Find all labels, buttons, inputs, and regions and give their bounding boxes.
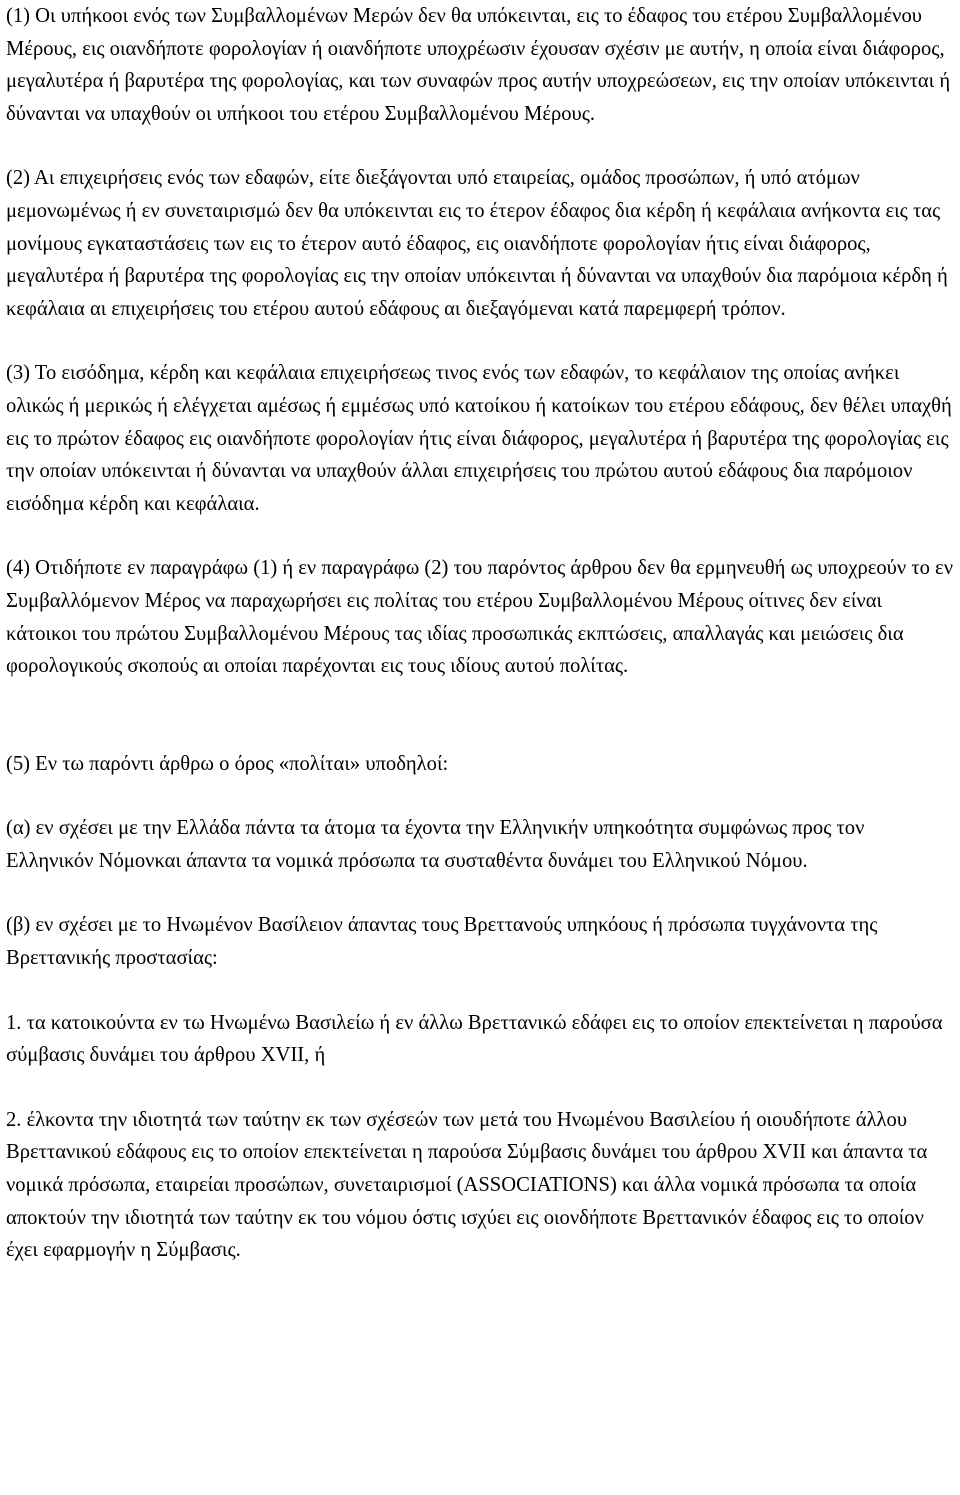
paragraph-1: (1) Οι υπήκοοι ενός των Συμβαλλομένων Μερών δεν θα υπόκεινται, εις το έδαφος του ετέρου Συμβαλλομένου Μέρους, εις οιανδήποτε φορολογίαν ή οιανδήποτε υποχρέωσιν έχουσαν σχέσιν με αυτήν, η οποία είναι διάφορος, μεγαλυτέρα ή βαρυτέρα της φορολογίας, και των συναφών προς αυτήν υποχρεώσεων, εις την οποίαν υπόκεινται ή δύνανται να υπαχθούν οι υπήκοοι του ετέρου Συμβαλλομένου Μέρους. [6, 5, 951, 125]
paragraph-5: (5) Εν τω παρόντι άρθρω ο όρος «πολίται» υποδηλοί: [6, 752, 449, 775]
list-item-1: 1. τα κατοικούντα εν τω Ηνωμένω Βασιλείω ή εν άλλω Βρεττανικώ εδάφει εις το οποίον επεκτείνεται η παρούσα σύμβασις δυνάμει του άρθρου XVII, ή [6, 1011, 943, 1067]
list-item-2: 2. έλκοντα την ιδιοτητά των ταύτην εκ των σχέσεών των μετά του Ηνωμένου Βασιλείου ή οιουδήποτε άλλου Βρεττανικού εδάφους εις το οποίον επεκτείνεται η παρούσα Σύμβασις δυνάμει του άρθρου XVII και άπαντα τα νομικά πρόσωπα, εταιρείαι προσώπων, συνεταιρισμοί (ASSOCIATIONS) και άλλα νομικά πρόσωπα τα οποία αποκτούν την ιδιοτητά των ταύτην εκ του νόμου όστις ισχύει εις οιονδήποτε Βρεττανικόν έδαφος εις το οποίον έχει εφαρμογήν η Σύμβασις. [6, 1108, 928, 1262]
paragraph-2: (2) Αι επιχειρήσεις ενός των εδαφών, είτε διεξάγονται υπό εταιρείας, ομάδος προσώπων, ή υπό ατόμων μεμονωμένως ή εν συνεταιρισμώ δεν θα υπόκεινται εις το έτερον έδαφος δια κέρδη ή κεφάλαια ανήκοντα εις τας μονίμους εγκαταστάσεις των εις το έτερον αυτό έδαφος, εις οιανδήποτε φορολογίαν ήτις είναι διάφορος, μεγαλυτέρα ή βαρυτέρα της φορολογίας εις την οποίαν υπόκεινται ή δύνανται να υπαχθούν δια παρόμοια κέρδη ή κεφάλαια αι επιχειρήσεις του ετέρου αυτού εδάφους αι διεξαγόμεναι κατά παρεμφερή τρόπον. [6, 167, 948, 320]
paragraph-4: (4) Οτιδήποτε εν παραγράφω (1) ή εν παραγράφω (2) του παρόντος άρθρου δεν θα ερμηνευθή ως υποχρεούν το εν Συμβαλλόμενον Μέρος να παραχωρήσει εις πολίτας του ετέρου Συμβαλλομένου Μέρους οίτινες δεν είναι κάτοικοι του πρώτου Συμβαλλομένου Μέρους τας ιδίας προσωπικάς εκπτώσεις, απαλλαγάς και μειώσεις δια φορολογικούς σκοπούς αι οποίαι παρέχονται εις τους ιδίους αυτού πολίτας. [6, 557, 954, 678]
paragraph-5b: (β) εν σχέσει με το Ηνωμένον Βασίλειον άπαντας τους Βρεττανούς υπηκόους ή πρόσωπα τυγχάνοντα της Βρεττανικής προστασίας: [6, 914, 878, 970]
paragraph-5a: (α) εν σχέσει με την Ελλάδα πάντα τα άτομα τα έχοντα την Ελληνικήν υπηκοότητα συμφώνως προς τον Ελληνικόν Νόμονκαι άπαντα τα νομικά πρόσωπα τα συσταθέντα δυνάμει του Ελληνικού Νόμου. [6, 817, 865, 872]
document-page [6, 0, 956, 1267]
paragraph-3: (3) Το εισόδημα, κέρδη και κεφάλαια επιχειρήσεως τινος ενός των εδαφών, το κεφάλαιον της οποίας ανήκει ολικώς ή μερικώς ή ελέγχεται αμέσως ή εμμέσως υπό κατοίκου ή κατοίκων του ετέρου εδάφους, δεν θέλει υπαχθή εις το πρώτον έδαφος εις οιανδήποτε φορολογίαν ήτις είναι διάφορος, μεγαλυτέρα ή βαρυτέρα της φορολογίας εις την οποίαν υπόκεινται ή δύνανται να υπαχθούν άλλαι επιχειρήσεις του πρώτου αυτού εδάφους δια παρόμοιον εισόδημα κέρδη και κεφάλαια. [6, 362, 952, 515]
